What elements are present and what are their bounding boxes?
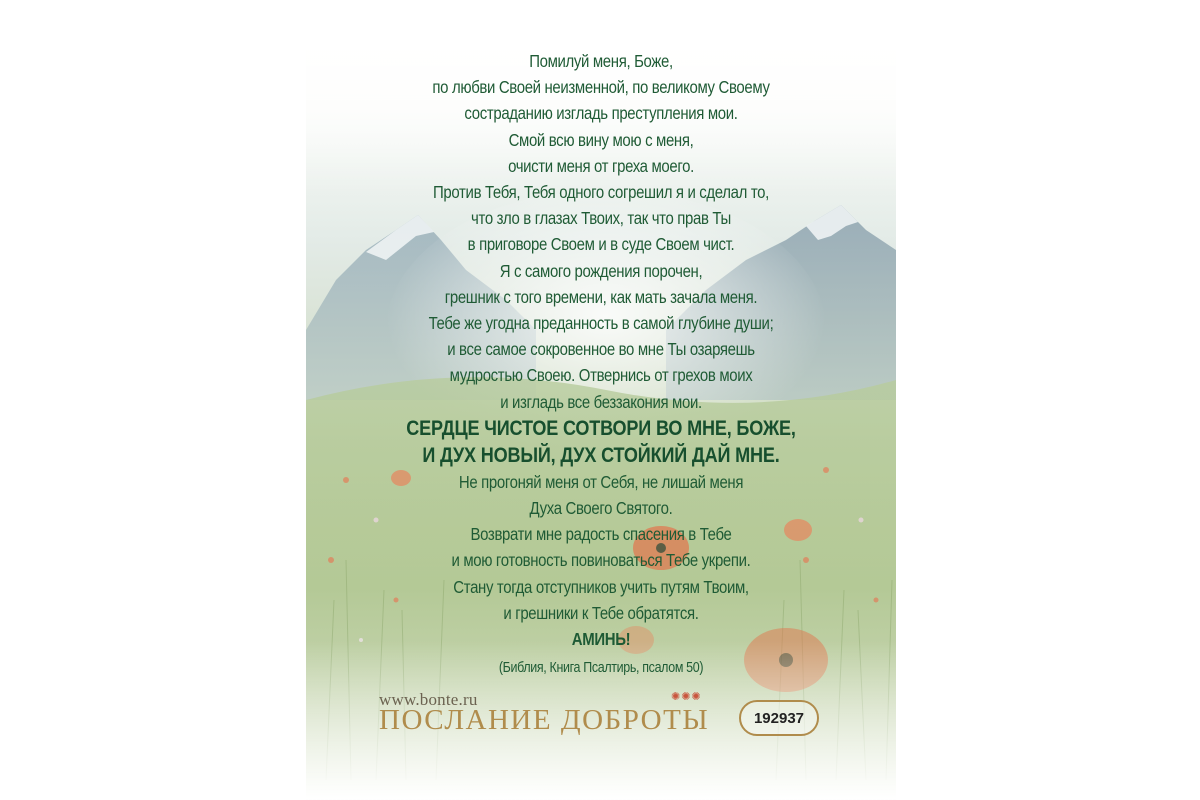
prayer-highlight-line: СЕРДЦЕ ЧИСТОЕ СОТВОРИ ВО МНЕ, БОЖЕ, <box>406 416 796 440</box>
prayer-highlight-line: И ДУХ НОВЫЙ, ДУХ СТОЙКИЙ ДАЙ МНЕ. <box>422 443 780 467</box>
prayer-card <box>306 0 896 800</box>
brand-logo-text: ПОСЛАНИЕ ДОБРОТЫ <box>379 704 710 736</box>
product-code-badge: 192937 <box>739 700 819 736</box>
prayer-line: грешник с того времени, как мать зачала меня. <box>444 286 758 307</box>
prayer-line: мудростью Своею. Отвернись от грехов моих <box>449 365 753 386</box>
prayer-line: и все самое сокровенное во мне Ты озаряешь <box>447 339 755 360</box>
prayer-line: Смой всю вину мою с меня, <box>508 129 694 150</box>
amen-line: АМИНЬ! <box>571 629 631 650</box>
prayer-line: и изгладь все беззакония мои. <box>500 391 702 412</box>
brand-dots-icon: ✺✺✺ <box>671 691 702 703</box>
prayer-line: в приговоре Своем и в суде Своем чист. <box>467 234 735 255</box>
prayer-text <box>306 48 896 680</box>
prayer-line: Тебе же угодна преданность в самой глубине души; <box>428 313 774 334</box>
prayer-line: очисти меня от греха моего. <box>508 155 694 176</box>
prayer-line: Возврати мне радость спасения в Тебе <box>470 524 732 545</box>
prayer-line: Стану тогда отступников учить путям Твоим, <box>453 576 749 597</box>
scripture-source: (Библия, Книга Псалтирь, псалом 50) <box>498 660 704 677</box>
prayer-line: и мою готовность повиноваться Тебе укрепи. <box>451 550 751 571</box>
prayer-line: Против Тебя, Тебя одного согрешил я и сделал то, <box>433 182 769 203</box>
prayer-line: что зло в глазах Твоих, так что прав Ты <box>471 208 731 229</box>
prayer-line: Помилуй меня, Боже, <box>529 51 673 71</box>
prayer-line: по любви Своей неизменной, по великому Своему <box>432 77 770 98</box>
prayer-line: и грешники к Тебе обратятся. <box>503 602 699 623</box>
prayer-line: Я с самого рождения порочен, <box>499 260 703 281</box>
prayer-line: состраданию изгладь преступления мои. <box>464 103 738 124</box>
website-label: www.bonte.ru <box>379 690 478 709</box>
prayer-line: Духа Своего Святого. <box>529 498 673 519</box>
prayer-line: Не прогоняй меня от Себя, не лишай меня <box>458 471 744 492</box>
